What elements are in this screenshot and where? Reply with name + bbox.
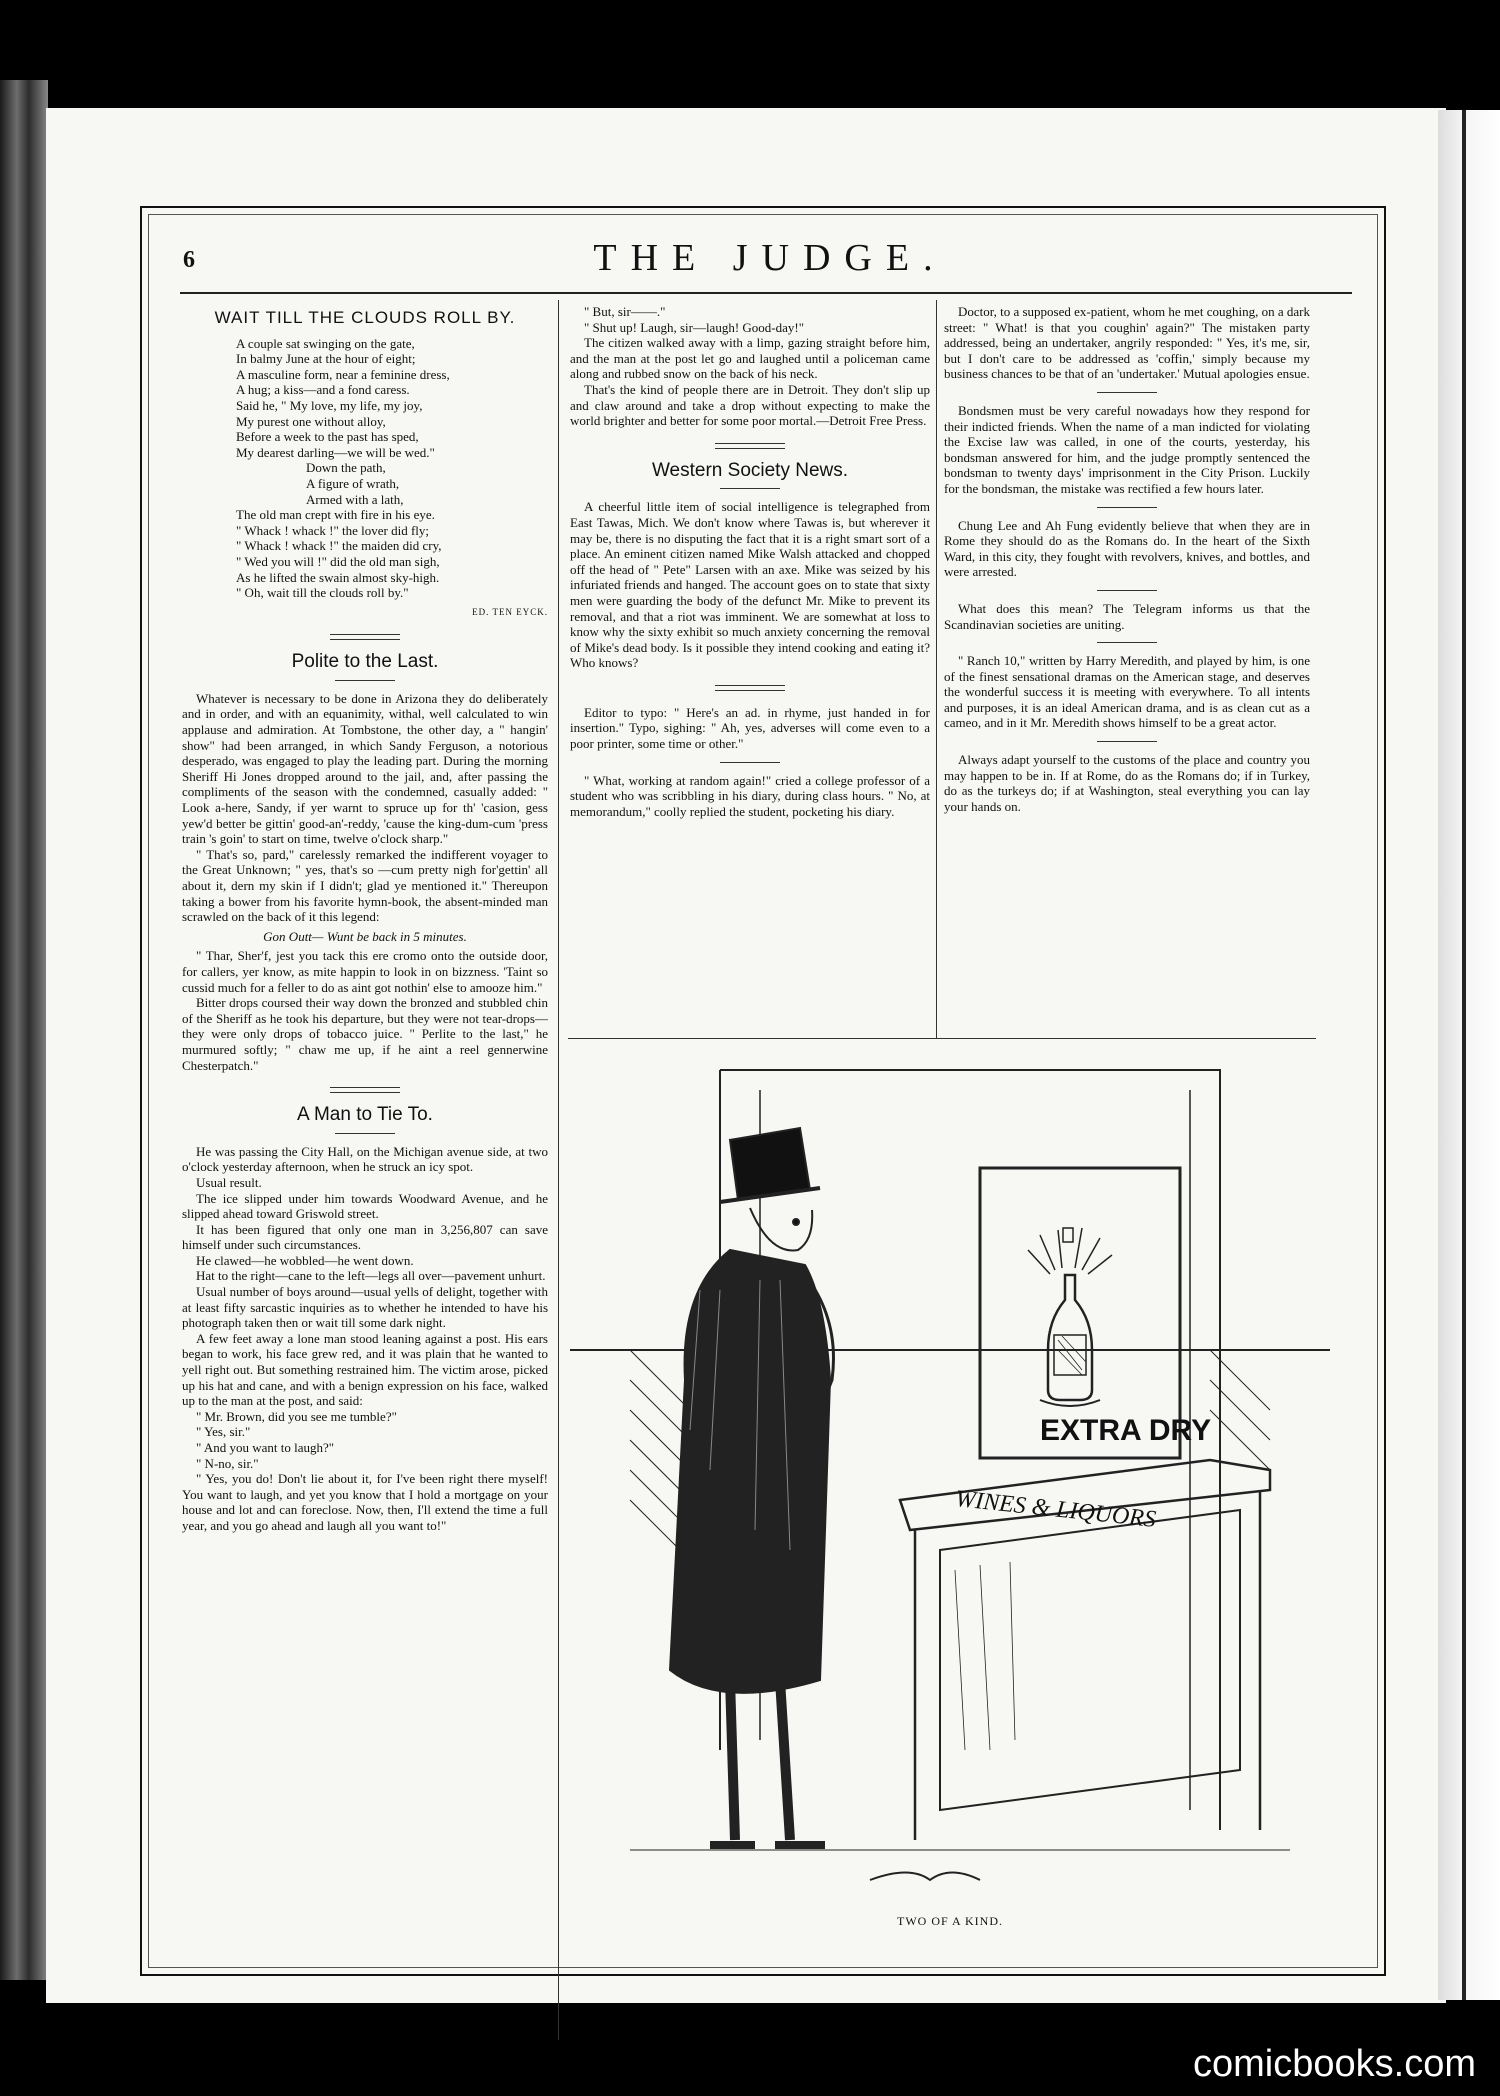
poem-title: WAIT TILL THE CLOUDS ROLL BY. <box>214 308 516 327</box>
poem-line: " Whack ! whack !" the lover did fly; <box>236 522 430 538</box>
article-title-man: A Man to Tie To. <box>297 1104 433 1126</box>
section-rule <box>1097 741 1157 742</box>
poem-line: A hug; a kiss—and a fond caress. <box>236 382 410 398</box>
paragraph: " And you want to laugh?" <box>196 1440 335 1455</box>
poem-line: Before a week to the past has sped, <box>236 429 419 445</box>
poem-line: My dearest darling—we will be wed." <box>236 444 435 460</box>
paragraph: " Mr. Brown, did you see me tumble?" <box>196 1408 397 1424</box>
section-rule <box>720 488 780 489</box>
paragraph: Usual result. <box>196 1174 262 1190</box>
section-rule <box>335 680 395 681</box>
section-rule <box>715 443 785 449</box>
article-title-polite: Polite to the Last. <box>291 651 439 673</box>
section-rule <box>1097 590 1157 591</box>
section-rule <box>1097 507 1157 508</box>
paragraph: Whatever is necessary to be done in Arizona they do deliberately and in order, and with an equanimity, withal, well calculated to win applause and admiration. At Tombstone, the other day, a " hangin' show" had been arranged, in which Sandy Ferguson, a notorious desperado, was engaged to play the leading part. During the morning Sheriff Hi Jones dropped around to the jail, and, after passing the compliments of the season with the condemned, casually added: " Look a-here, Sandy, if yer warnt to spruce up for th' 'casion, gess yew'd better be gittin' good-an'-reddy, 'cause the king-dum-cum 'press train 's goin' to start on time, twelve o'clock sharp." <box>182 690 548 847</box>
editor-paragraph: Editor to typo: " Here's an ad. in rhyme, just handed in for insertion." Typo, sighing: " Ah, yes, adverses will come even to a poor printer, some time or other." <box>570 704 930 752</box>
poem-line: My purest one without alloy, <box>236 413 386 429</box>
poem-line: Said he, " My love, my life, my joy, <box>236 397 423 413</box>
paragraph: Bitter drops coursed their way down the bronzed and stubbled chin of the Sheriff as he took his departure, but they were not tear-drops—they were only drops of tobacco juice. " Perlite to the last," he murmured softly; " chaw me up, if he aint a reel gennerwine Chesterpatch." <box>182 995 548 1073</box>
paragraph: The ice slipped under him towards Woodward Avenue, and he slipped ahead toward Griswold street. <box>182 1190 548 1222</box>
paragraph: That's the kind of people there are in Detroit. They don't slip up and claw around and take a drop without expecting to make the world brighter and better for some poor mortal.—Detroit Free Press. <box>570 381 930 429</box>
illustration-rule <box>568 1038 1316 1039</box>
poem-line: A figure of wrath, <box>306 475 400 491</box>
paragraph: " N-no, sir." <box>196 1455 259 1471</box>
section-rule <box>330 634 400 640</box>
counter-text: WINES & LIQUORS <box>954 1486 1158 1533</box>
paragraph: A cheerful little item of social intelligence is telegraphed from East Tawas, Mich. We don't know where Tawas is, but wherever it may be, there is no disputing the fact that it is a right smart sort of a place. An eminent citizen named Mike Walsh attacked and chopped off the head of " Pete" Larsen with an axe. Mike was seized by his infuriated friends and hanged. The account goes on to state that sixty men were guarding the body of the defunct Mr. Mike to prevent its removal, and that a riot was imminent. We are somewhat at loss to know why the sixty exhibit so much anxiety concerning the removal of Mike's dead body. Is it possible they intend cooking and eating it? Who knows? <box>570 499 930 671</box>
section-rule <box>330 1087 400 1093</box>
poem-line: Armed with a lath, <box>306 491 404 507</box>
poem-line: As he lifted the swain almost sky-high. <box>236 569 440 585</box>
paragraph: A few feet away a lone man stood leaning against a post. His ears began to work, his face grew red, and it was plain that he wanted to yell right out. But something restrained him. The victim arose, picked up his hat and cane, and with a benign expression on his face, walked up to the man at the post, and said: <box>182 1330 548 1409</box>
masthead-title: THE JUDGE. <box>593 237 947 279</box>
column-middle <box>570 304 930 819</box>
book-binding <box>0 80 48 1980</box>
column-left <box>182 304 548 1534</box>
poem <box>182 336 548 601</box>
cartoon-illustration <box>570 1050 1330 1910</box>
section-rule <box>720 762 780 763</box>
poem-line: " Whack ! whack !" the maiden did cry, <box>236 538 442 554</box>
column-right <box>944 304 1310 814</box>
section-rule <box>1097 642 1157 643</box>
what-paragraph: " What, working at random again!" cried a college professor of a student who was scribbling in his diary, during class hours. " No, at memorandum," coolly replied the student, pocketing his diary. <box>570 772 930 819</box>
paragraph: " Shut up! Laugh, sir—laugh! Good-day!" <box>584 319 805 335</box>
article-body-polite-cont <box>182 948 548 1073</box>
poem-line: Down the path, <box>306 460 386 476</box>
page-number: 6 <box>183 247 195 273</box>
masthead-rule <box>180 292 1352 294</box>
paragraph: Always adapt yourself to the customs of the place and country you may happen to be in. If at Rome, do as the Romans do; if in Turkey, do as the turkeys do; if at Washington, steal everything you can lay your hands on. <box>944 752 1310 814</box>
article-title-western: Western Society News. <box>651 459 849 481</box>
facing-page-edge <box>1438 110 1500 2000</box>
paragraph: " Yes, you do! Don't lie about it, for I've been right there myself! You want to laugh, and yet you know that I hold a mortgage on your house and lot and can foreclose. Now, then, I'll extend the time a full year, and you go ahead and laugh all you want to!" <box>182 1471 548 1533</box>
article-body-continued <box>570 304 930 429</box>
poem-line: A couple sat swinging on the gate, <box>236 335 415 351</box>
paragraph: He was passing the City Hall, on the Michigan avenue side, at two o'clock yesterday afternoon, when he struck an icy spot. <box>182 1143 548 1175</box>
section-rule <box>335 1133 395 1134</box>
poem-line: In balmy June at the hour of eight; <box>236 351 416 367</box>
column-divider <box>936 300 937 1038</box>
section-rule <box>1097 392 1157 393</box>
illustration-caption: TWO OF A KIND. <box>897 1914 1003 1928</box>
column-divider <box>558 300 559 2040</box>
paragraph: It has been figured that only one man in 3,256,807 can save himself under such circumstances. <box>182 1221 548 1253</box>
paragraph: Bondsmen must be very careful nowadays how they respond for their indicted friends. When the name of a man indicted for violating the Excise law was called, in one of the courts, yesterday, his bondsman answered for him, and the judge promptly sentenced the bondsman to twenty days' imprisonment in the City Prison. Luckily for the bondsman, the mistake was rectified a few hours later. <box>944 402 1310 496</box>
poem-line: The old man crept with fire in his eye. <box>236 507 435 523</box>
legend-text: Gon Outt— Wunt be back in 5 minutes. <box>263 928 467 944</box>
paragraph: The citizen walked away with a limp, gazing straight before him, and the man at the post let go and laughed until a policeman came along and rubbed snow on the back of his neck. <box>570 335 930 382</box>
paragraph: " That's so, pard," carelessly remarked the indifferent voyager to the Great Unknown; " yes, that's so —cum pretty nigh for'gettin' all about it, dern my skin if I didn't; glad ye mentioned it." Thereupon taking a bower from his favorite hymn-book, the absent-minded man scrawled on the back of it this legend: <box>182 846 548 925</box>
poem-line: " Oh, wait till the clouds roll by." <box>236 585 409 601</box>
article-body-polite <box>182 691 548 925</box>
paragraph: " Yes, sir." <box>196 1424 251 1440</box>
sign-text: EXTRA DRY <box>1040 1414 1212 1447</box>
section-rule <box>715 685 785 691</box>
paragraph: Chung Lee and Ah Fung evidently believe that when they are in Rome they should do as the Romans do. In the heart of the Sixth Ward, in this city, they fought with revolvers, knives, and bottles, and were arrested. <box>944 517 1310 580</box>
paragraph: " Ranch 10," written by Harry Meredith, and played by him, is one of the finest sensational dramas on the American stage, and deserves the wonderful success it is meeting with everywhere. To all intents and purposes, it is an ideal American drama, and is as clean cut as a cameo, and in it Mr. Meredith shows himself to be a great actor. <box>944 653 1310 731</box>
watermark: comicbooks.com <box>1193 2043 1476 2085</box>
paragraph: Hat to the right—cane to the left—legs all over—pavement unhurt. <box>196 1268 546 1284</box>
paragraph: Doctor, to a supposed ex-patient, whom he met coughing, on a dark street: " What! is that you coughin' again?" The mistaken party addressed, being an undertaker, angrily responded: " Yes, it's me, sir, but I don't care to be addressed as 'coffin,' simply because my business chances to be that of an 'undertaker.' Mutual apologies ensue. <box>944 304 1310 382</box>
paragraph: " Thar, Sher'f, jest you tack this ere cromo onto the outside door, for callers, yer know, as mite happin to look in on bizzness. 'Taint so cussid much for a feller to do as aint got nothin' else to amooze him." <box>182 948 548 995</box>
paragraph: Usual number of boys around—usual yells of delight, together with at least fifty sarcastic inquiries as to whether he intended to have his photograph taken then or wait till some dark night. <box>182 1284 548 1331</box>
article-body-western <box>570 499 930 671</box>
poem-line: " Wed you will !" did the old man sigh, <box>236 553 440 569</box>
paragraph: " But, sir——." <box>584 304 666 319</box>
poem-line: A masculine form, near a feminine dress, <box>236 366 450 382</box>
paragraph: He clawed—he wobbled—he went down. <box>196 1252 414 1268</box>
article-body-man <box>182 1144 548 1534</box>
paragraph: What does this mean? The Telegram informs us that the Scandinavian societies are uniting. <box>944 600 1310 632</box>
poem-signature: ED. TEN EYCK. <box>472 606 548 617</box>
